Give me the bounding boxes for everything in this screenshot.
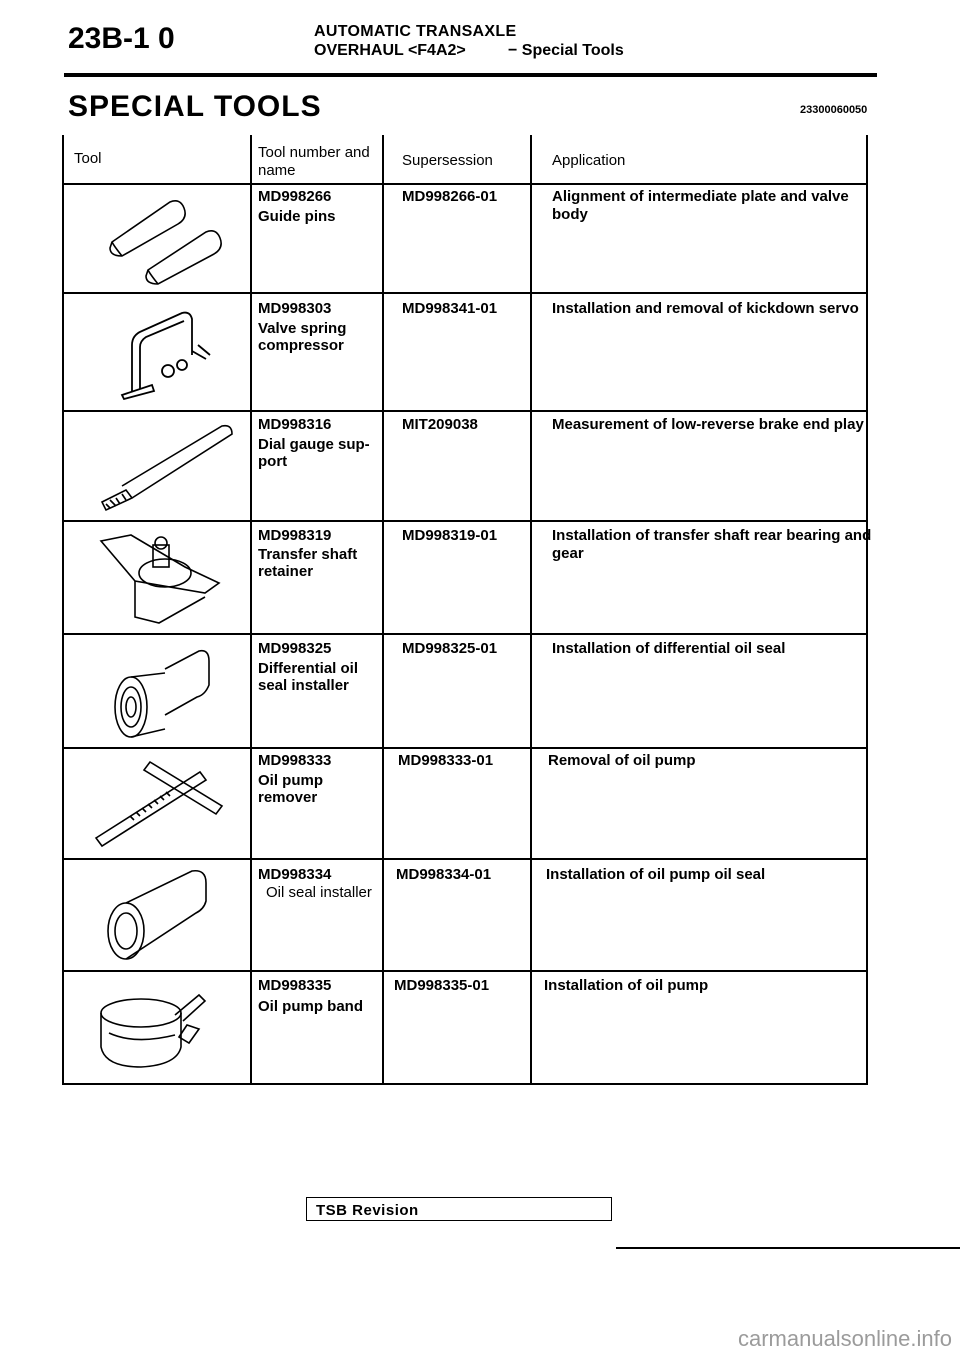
table-right-border [866,135,868,1085]
row-divider [64,970,866,972]
row-divider [64,183,866,185]
row-divider [64,747,866,749]
row-divider [64,410,866,412]
column-header-tool: Tool [74,150,102,167]
differential-oil-seal-installer-icon [105,645,225,745]
row-divider [64,633,866,635]
tool-application: Measurement of low-reverse brake end play [552,416,864,433]
tool-supersession: MIT209038 [402,416,478,433]
row-divider [64,292,866,294]
valve-spring-compressor-icon [110,305,220,400]
table-left-border [62,135,64,1085]
column-divider [382,135,384,1085]
footer-rule [616,1247,960,1249]
tool-name: Oil pump [258,772,323,789]
tool-name-cont: compressor [258,337,344,354]
tool-supersession: MD998333-01 [398,752,494,769]
tool-application-cont: body [552,206,588,223]
tool-supersession: MD998266-01 [402,188,498,205]
row-divider [64,858,866,860]
tool-number: MD998335 [258,977,332,994]
tool-supersession: MD998319-01 [402,527,498,544]
tool-name-cont: port [258,453,288,470]
tool-name: Guide pins [258,208,336,225]
tool-name: Differential oil [258,660,359,677]
row-divider [64,520,866,522]
tool-supersession: MD998334-01 [396,866,492,883]
tool-application-cont: gear [552,545,584,562]
tool-application: Installation and removal of kickdown servo [552,300,859,317]
header-section: − Special Tools [508,42,624,59]
tool-application: Removal of oil pump [548,752,696,769]
column-divider [250,135,252,1085]
tool-number: MD998316 [258,416,332,433]
header-subtitle: OVERHAUL <F4A2> [314,42,466,59]
guide-pins-icon [100,190,240,285]
column-header-number-name: Tool number and [258,144,370,161]
tool-supersession: MD998341-01 [402,300,498,317]
tool-name-cont: remover [258,789,318,806]
tool-application: Installation of transfer shaft rear bearing and [552,527,872,544]
tool-name: Valve spring [258,320,347,337]
oil-seal-installer-icon [100,865,220,965]
oil-pump-remover-icon [90,752,240,852]
section-code: 23300060050 [800,104,868,116]
header-title: AUTOMATIC TRANSAXLE [314,23,517,40]
table-bottom-border [64,1083,866,1085]
tool-application: Installation of oil pump [544,977,709,994]
tool-number: MD998334 [258,866,332,883]
dial-gauge-support-icon [92,418,242,513]
column-header-application: Application [552,152,626,169]
tool-number: MD998333 [258,752,332,769]
tool-application: Installation of oil pump oil seal [546,866,766,883]
column-divider [530,135,532,1085]
tool-name: Oil pump band [258,998,363,1015]
tool-name: Transfer shaft [258,546,358,563]
tool-number: MD998303 [258,300,332,317]
section-title: SPECIAL TOOLS [68,90,322,123]
tool-supersession: MD998325-01 [402,640,498,657]
tool-number: MD998319 [258,527,332,544]
column-header-number-name-2: name [258,162,296,179]
transfer-shaft-retainer-icon [95,527,225,627]
column-header-supersession: Supersession [402,152,493,169]
page-number: 23B-1 0 [68,22,175,55]
tool-application: Alignment of intermediate plate and valve [552,188,849,205]
footer-revision-label: TSB Revision [316,1202,419,1219]
tool-number: MD998266 [258,188,332,205]
watermark: carmanualsonline.info [737,1326,952,1351]
tool-name: Dial gauge sup- [258,436,370,453]
tool-name-cont: seal installer [258,677,349,694]
tool-name: Oil seal installer [266,884,372,901]
tool-number: MD998325 [258,640,332,657]
tool-supersession: MD998335-01 [394,977,490,994]
tool-name-cont: retainer [258,563,314,580]
header-rule [64,73,877,77]
tool-application: Installation of differential oil seal [552,640,786,657]
oil-pump-band-icon [95,985,225,1075]
